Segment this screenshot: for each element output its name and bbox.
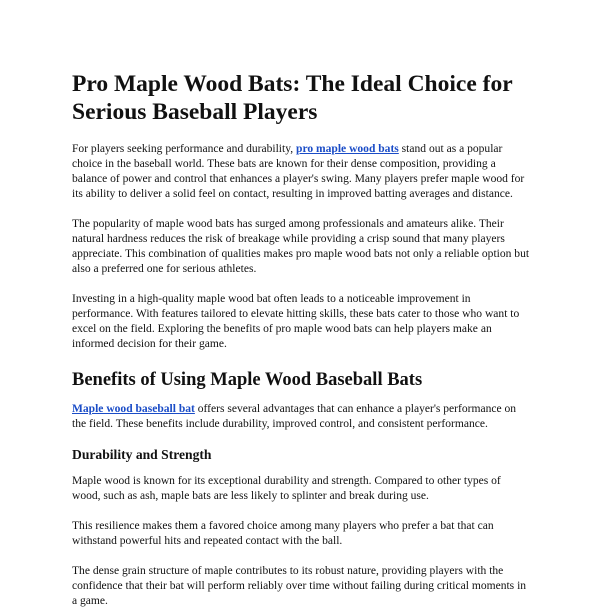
pro-maple-wood-bats-link[interactable]: pro maple wood bats bbox=[296, 143, 399, 155]
maple-wood-baseball-bat-link[interactable]: Maple wood baseball bat bbox=[72, 403, 195, 415]
intro-paragraph-1-lead: For players seeking performance and durability, bbox=[72, 143, 297, 155]
intro-paragraph-1 bbox=[72, 142, 532, 202]
intro-paragraph-2: The popularity of maple wood bats has surged among professionals and amateurs alike. Their natural hardness reduces the risk of breakage while providing a crisp sound that many players appreciate. This combination of qualities makes pro maple wood bats not only a reliable option but also a preferred one for serious athletes. bbox=[72, 218, 530, 275]
durability-heading: Durability and Strength bbox=[72, 447, 212, 462]
intro-paragraph-3: Investing in a high-quality maple wood bat often leads to a noticeable improvement in performance. With features tailored to elevate hitting skills, these bats cater to those who want to excel on the field. Exploring the benefits of pro maple wood bats can help players make an informed decision for their game. bbox=[72, 293, 520, 350]
durability-paragraph-2: This resilience makes them a favored choice among many players who prefer a bat that can withstand powerful hits and repeated contact with the ball. bbox=[72, 520, 494, 547]
benefits-paragraph-1-rest: offers several advantages that can enhance a player's performance on the field. These benefits include durability, improved control, and consistent performance. bbox=[72, 403, 517, 430]
durability-paragraph-3: The dense grain structure of maple contributes to its robust nature, providing players with the confidence that their bat will perform reliably over time without failing during critical moments in a game. bbox=[72, 565, 527, 607]
durability-paragraph-1: Maple wood is known for its exceptional durability and strength. Compared to other types of wood, such as ash, maple bats are less likely to splinter and break during use. bbox=[72, 475, 501, 502]
benefits-heading: Benefits of Using Maple Wood Baseball Bats bbox=[72, 370, 423, 390]
article bbox=[72, 70, 532, 609]
page-title: Pro Maple Wood Bats: The Ideal Choice for Serious Baseball Players bbox=[72, 71, 513, 125]
intro-paragraph-1-rest: stand out as a popular choice in the baseball world. These bats are known for their dense composition, providing a balance of power and control that enhances a player's swing. Many players prefer maple wood for its ability to deliver a solid feel on contact, resulting in improved batting averages and distance. bbox=[72, 143, 525, 200]
benefits-paragraph-1 bbox=[72, 402, 532, 432]
